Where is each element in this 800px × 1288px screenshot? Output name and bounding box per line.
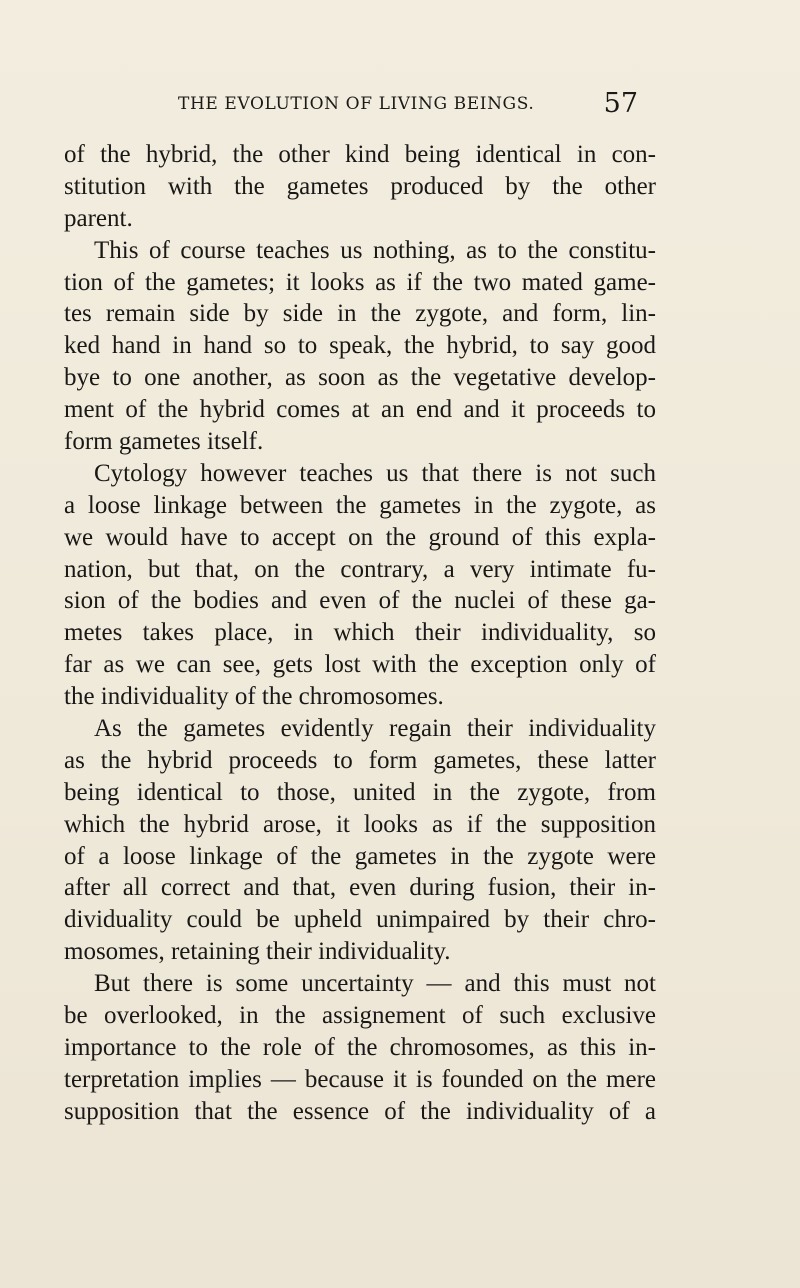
text-line: But there is some uncertainty — and this must not: [94, 970, 656, 998]
text-line: of a loose linkage of the gametes in the zygote were: [64, 842, 656, 870]
text-line: after all correct and that, even during fusion, their in-: [64, 874, 656, 902]
text-line: This of course teaches us nothing, as to the constitu-: [94, 236, 656, 264]
text-line: a loose linkage between the gametes in the zygote, as: [64, 491, 656, 519]
text-line: parent.: [64, 204, 133, 232]
text-line: nation, but that, on the contrary, a very intimate fu-: [64, 555, 656, 583]
text-line: sion of the bodies and even of the nuclei of these ga-: [64, 587, 656, 615]
text-line: terpretation implies — because it is founded on the mere: [64, 1065, 656, 1093]
text-line: bye to one another, as soon as the vegetative develop-: [64, 364, 656, 392]
text-line: supposition that the essence of the individuality of a: [64, 1097, 656, 1125]
text-line: dividuality could be upheld unimpaired by their chro-: [64, 906, 656, 934]
text-line: tes remain side by side in the zygote, and form, lin-: [64, 300, 656, 328]
text-line: As the gametes evidently regain their individuality: [94, 715, 656, 743]
text-line: ment of the hybrid comes at an end and it proceeds to: [64, 396, 656, 424]
text-line: which the hybrid arose, it looks as if the supposition: [64, 810, 656, 838]
text-line: be overlooked, in the assignement of such exclusive: [64, 1002, 656, 1030]
text-line: we would have to accept on the ground of this expla-: [64, 523, 656, 551]
text-line: ked hand in hand so to speak, the hybrid, to say good: [64, 332, 656, 360]
text-line: mosomes, retaining their individuality.: [64, 938, 451, 966]
text-line: importance to the role of the chromosomes, as this in-: [64, 1033, 656, 1061]
text-line: Cytology however teaches us that there is not such: [94, 459, 656, 487]
text-line: far as we can see, gets lost with the exception only of: [64, 651, 656, 679]
text-line: tion of the gametes; it looks as if the two mated game-: [64, 268, 656, 296]
text-line: stitution with the gametes produced by the other: [64, 172, 656, 200]
body-text: [64, 139, 656, 1128]
text-line: of the hybrid, the other kind being identical in con-: [64, 141, 656, 168]
page-number: 57: [603, 88, 638, 119]
text-line: form gametes itself.: [64, 428, 264, 456]
text-line: metes takes place, in which their individuality, so: [64, 619, 656, 647]
text-line: the individuality of the chromosomes.: [64, 683, 444, 711]
text-line: being identical to those, united in the zygote, from: [64, 778, 656, 806]
page-header: [178, 86, 638, 126]
running-head: THE EVOLUTION OF LIVING BEINGS.: [178, 94, 535, 114]
text-line: as the hybrid proceeds to form gametes, these latter: [64, 746, 656, 774]
